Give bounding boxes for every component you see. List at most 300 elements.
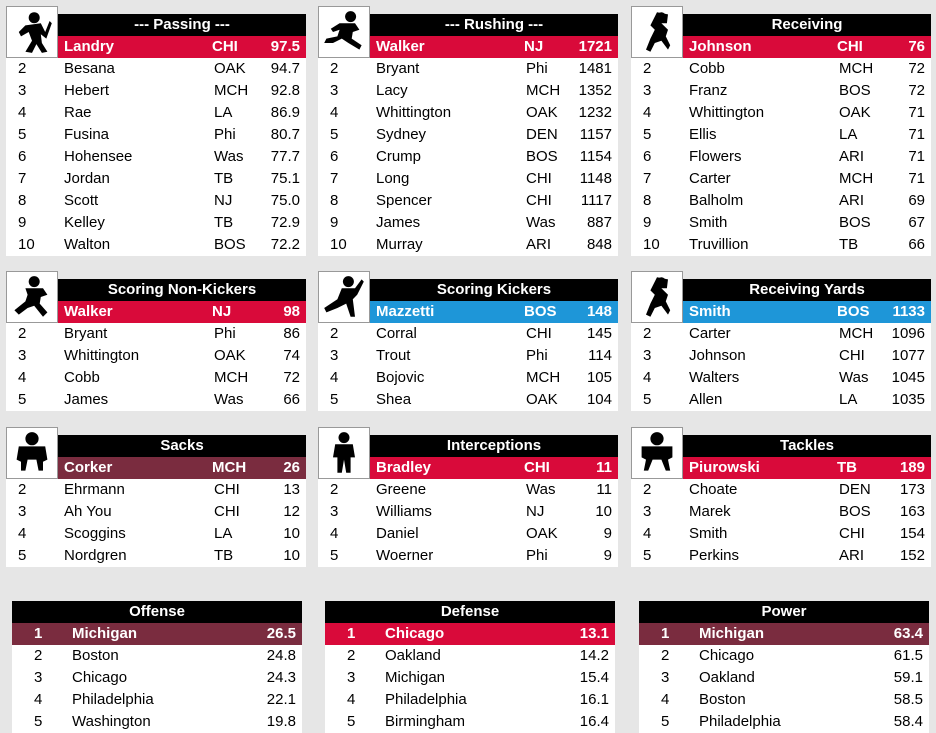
- player-name: Kelley: [64, 214, 105, 231]
- tackles-panel: [631, 427, 931, 567]
- stat-value: 80.7: [270, 126, 300, 143]
- team: LA: [839, 391, 858, 408]
- team: NJ: [526, 503, 545, 520]
- stat-value: 72.2: [270, 236, 300, 253]
- receiving-yards-leader[interactable]: [683, 301, 931, 323]
- rank: 7: [643, 170, 652, 187]
- scoring-kickers-title: Scoring Kickers: [370, 279, 618, 301]
- player-name: Trout: [376, 347, 411, 364]
- player-name: Whittington: [376, 104, 452, 121]
- runner-icon: [6, 271, 58, 323]
- rushing-list: [318, 58, 618, 256]
- receiving-yards-list: [631, 323, 931, 411]
- interceptions-list: [318, 479, 618, 567]
- player-name: Hebert: [64, 82, 110, 99]
- team-name: Chicago: [699, 647, 755, 664]
- table-row[interactable]: [318, 367, 618, 389]
- scoring-non-kickers-title: Scoring Non-Kickers: [58, 279, 306, 301]
- table-row[interactable]: [318, 190, 618, 212]
- player-name: Long: [376, 170, 410, 187]
- rank: 4: [330, 525, 339, 542]
- team-name: Chicago: [72, 669, 128, 686]
- table-row[interactable]: [6, 80, 306, 102]
- stat-value: 58.5: [893, 691, 923, 708]
- scoring-kickers-panel: [318, 271, 618, 411]
- table-row[interactable]: [6, 345, 306, 367]
- leader-team: BOS: [524, 303, 557, 320]
- table-row[interactable]: [639, 667, 929, 689]
- table-row[interactable]: [318, 389, 618, 411]
- team: CHI: [526, 170, 552, 187]
- rank: 4: [661, 691, 670, 708]
- offense-panel: [12, 601, 302, 733]
- table-row[interactable]: [12, 623, 302, 645]
- stat-value: 26.5: [266, 625, 296, 642]
- stat-value: 12: [283, 503, 300, 520]
- rushing-leader[interactable]: [370, 36, 618, 58]
- team-name: Boston: [72, 647, 119, 664]
- receiver-icon: [631, 6, 683, 58]
- rank: 6: [330, 148, 339, 165]
- rank: 10: [18, 236, 35, 253]
- team: OAK: [214, 60, 246, 77]
- leader-name: Johnson: [689, 38, 752, 55]
- stat-value: 13.1: [579, 625, 609, 642]
- lineman-icon: [6, 427, 58, 479]
- rank: 5: [18, 547, 27, 564]
- table-row[interactable]: [631, 367, 931, 389]
- player-name: Rae: [64, 104, 92, 121]
- table-row[interactable]: [6, 545, 306, 567]
- runner-icon: [318, 6, 370, 58]
- player-name: Bryant: [376, 60, 420, 77]
- stat-value: 10: [283, 547, 300, 564]
- stat-value: 14.2: [579, 647, 609, 664]
- player-name: Choate: [689, 481, 738, 498]
- team: Phi: [214, 325, 236, 342]
- team: BOS: [839, 82, 871, 99]
- team-name: Michigan: [385, 669, 446, 686]
- rank: 4: [347, 691, 356, 708]
- player-name: Whittington: [689, 104, 765, 121]
- stat-value: 86: [283, 325, 300, 342]
- rank: 5: [18, 126, 27, 143]
- stat-value: 94.7: [270, 60, 300, 77]
- table-row[interactable]: [325, 711, 615, 733]
- rank: 4: [18, 104, 27, 121]
- table-row[interactable]: [318, 234, 618, 256]
- table-row[interactable]: [631, 212, 931, 234]
- stat-value: 66: [908, 236, 925, 253]
- rank: 4: [34, 691, 43, 708]
- table-row[interactable]: [6, 501, 306, 523]
- team: TB: [839, 236, 859, 253]
- defensive-back-icon: [318, 427, 370, 479]
- stat-value: 16.1: [579, 691, 609, 708]
- sacks-title: Sacks: [58, 435, 306, 457]
- player-name: Murray: [376, 236, 423, 253]
- rank: 5: [661, 713, 670, 730]
- scoring-kickers-list: [318, 323, 618, 411]
- team: TB: [214, 170, 234, 187]
- interceptions-leader[interactable]: [370, 457, 618, 479]
- rank: 4: [18, 369, 27, 386]
- rank: 2: [643, 481, 652, 498]
- player-name: Corral: [376, 325, 417, 342]
- passing-leader[interactable]: [58, 36, 306, 58]
- team: OAK: [526, 391, 558, 408]
- tackles-title: Tackles: [683, 435, 931, 457]
- passing-title: --- Passing ---: [58, 14, 306, 36]
- team: Was: [526, 481, 556, 498]
- table-row[interactable]: [6, 58, 306, 80]
- stat-value: 72: [908, 60, 925, 77]
- team: ARI: [839, 148, 865, 165]
- receiving-yards-title: Receiving Yards: [683, 279, 931, 301]
- table-row[interactable]: [318, 212, 618, 234]
- table-row[interactable]: [325, 645, 615, 667]
- player-name: Williams: [376, 503, 432, 520]
- stat-value: 72: [908, 82, 925, 99]
- table-row[interactable]: [12, 689, 302, 711]
- table-row[interactable]: [631, 389, 931, 411]
- rushing-title: --- Rushing ---: [370, 14, 618, 36]
- table-row[interactable]: [639, 689, 929, 711]
- stat-value: 1232: [578, 104, 612, 121]
- stat-value: 1077: [891, 347, 925, 364]
- table-row[interactable]: [631, 501, 931, 523]
- stat-value: 69: [908, 192, 925, 209]
- scoring-non-kickers-leader[interactable]: [58, 301, 306, 323]
- team: DEN: [526, 126, 558, 143]
- table-row[interactable]: [631, 190, 931, 212]
- table-row[interactable]: [631, 479, 931, 501]
- tackles-leader[interactable]: [683, 457, 931, 479]
- table-row[interactable]: [639, 623, 929, 645]
- table-row[interactable]: [318, 545, 618, 567]
- table-row[interactable]: [318, 168, 618, 190]
- scoring-kickers-leader[interactable]: [370, 301, 618, 323]
- team: Phi: [214, 126, 236, 143]
- stat-value: 71: [908, 148, 925, 165]
- table-row[interactable]: [6, 212, 306, 234]
- team: Phi: [526, 60, 548, 77]
- rank: 8: [18, 192, 27, 209]
- stat-value: 66: [283, 391, 300, 408]
- table-row[interactable]: [631, 80, 931, 102]
- team: Was: [214, 391, 244, 408]
- player-name: Truvillion: [689, 236, 749, 253]
- rank: 3: [643, 503, 652, 520]
- table-row[interactable]: [318, 146, 618, 168]
- team-name: Michigan: [72, 625, 138, 642]
- table-row[interactable]: [318, 345, 618, 367]
- table-row[interactable]: [318, 102, 618, 124]
- table-row[interactable]: [12, 645, 302, 667]
- stat-value: 11: [596, 481, 612, 498]
- table-row[interactable]: [325, 667, 615, 689]
- stat-value: 16.4: [579, 713, 609, 730]
- team: ARI: [839, 547, 865, 564]
- team: Phi: [526, 547, 548, 564]
- leader-name: Piurowski: [689, 459, 760, 476]
- table-row[interactable]: [631, 124, 931, 146]
- table-row[interactable]: [631, 523, 931, 545]
- quarterback-icon: [6, 6, 58, 58]
- stat-value: 19.8: [266, 713, 296, 730]
- rank: 3: [330, 347, 339, 364]
- team: Was: [214, 148, 244, 165]
- leader-value: 148: [586, 303, 612, 320]
- table-row[interactable]: [639, 645, 929, 667]
- player-name: Bojovic: [376, 369, 425, 386]
- stat-value: 59.1: [893, 669, 923, 686]
- team-name: Philadelphia: [699, 713, 781, 730]
- receiving-yards-panel: [631, 271, 931, 411]
- team: OAK: [526, 525, 558, 542]
- player-name: Scott: [64, 192, 99, 209]
- player-name: Carter: [689, 325, 731, 342]
- stat-value: 58.4: [893, 713, 923, 730]
- receiving-panel: [631, 6, 931, 256]
- player-name: Greene: [376, 481, 427, 498]
- sacks-leader[interactable]: [58, 457, 306, 479]
- player-name: Lacy: [376, 82, 408, 99]
- stat-value: 10: [595, 503, 612, 520]
- team-name: Philadelphia: [385, 691, 467, 708]
- leader-name: Smith: [689, 303, 731, 320]
- rank: 9: [643, 214, 652, 231]
- rank: 4: [330, 104, 339, 121]
- rank: 4: [643, 369, 652, 386]
- table-row[interactable]: [639, 711, 929, 733]
- table-row[interactable]: [6, 124, 306, 146]
- team: OAK: [839, 104, 871, 121]
- rank: 5: [643, 547, 652, 564]
- leader-team: BOS: [837, 303, 870, 320]
- team: CHI: [526, 325, 552, 342]
- team: LA: [839, 126, 858, 143]
- rank: 5: [643, 126, 652, 143]
- table-row[interactable]: [325, 623, 615, 645]
- stat-value: 1352: [578, 82, 612, 99]
- rank: 7: [18, 170, 27, 187]
- table-row[interactable]: [631, 345, 931, 367]
- leader-team: CHI: [837, 38, 863, 55]
- receiving-title: Receiving: [683, 14, 931, 36]
- team: MCH: [214, 369, 249, 386]
- player-name: Ehrmann: [64, 481, 125, 498]
- sacks-list: [6, 479, 306, 567]
- rank: 4: [643, 104, 652, 121]
- player-name: Ellis: [689, 126, 717, 143]
- interceptions-title: Interceptions: [370, 435, 618, 457]
- player-name: Walton: [64, 236, 111, 253]
- player-name: Johnson: [689, 347, 746, 364]
- rank: 2: [347, 647, 356, 664]
- rank: 2: [330, 325, 339, 342]
- rank: 3: [643, 82, 652, 99]
- table-row[interactable]: [12, 667, 302, 689]
- sacks-panel: [6, 427, 306, 567]
- rank: 8: [330, 192, 339, 209]
- table-row[interactable]: [6, 523, 306, 545]
- rank: 2: [34, 647, 43, 664]
- leader-name: Walker: [64, 303, 113, 320]
- stat-value: 72: [283, 369, 300, 386]
- player-name: Perkins: [689, 547, 740, 564]
- rank: 2: [18, 481, 27, 498]
- table-row[interactable]: [318, 323, 618, 345]
- stat-value: 61.5: [893, 647, 923, 664]
- team: CHI: [526, 192, 552, 209]
- team: LA: [214, 104, 233, 121]
- rank: 5: [34, 713, 43, 730]
- rank: 1: [34, 625, 43, 642]
- table-row[interactable]: [6, 479, 306, 501]
- leader-value: 11: [596, 459, 612, 476]
- stat-value: 92.8: [270, 82, 300, 99]
- stat-value: 67: [908, 214, 925, 231]
- team: BOS: [526, 148, 558, 165]
- table-row[interactable]: [318, 501, 618, 523]
- team: ARI: [839, 192, 865, 209]
- team: Was: [526, 214, 556, 231]
- rank: 1: [661, 625, 670, 642]
- leader-team: NJ: [212, 303, 232, 320]
- team: BOS: [839, 503, 871, 520]
- kicker-icon: [318, 271, 370, 323]
- team: TB: [214, 547, 234, 564]
- team-name: Boston: [699, 691, 746, 708]
- stat-value: 71: [908, 170, 925, 187]
- table-row[interactable]: [6, 234, 306, 256]
- rank: 3: [18, 82, 27, 99]
- stat-value: 75.0: [270, 192, 300, 209]
- team: MCH: [526, 369, 561, 386]
- table-row[interactable]: [12, 711, 302, 733]
- rank: 2: [661, 647, 670, 664]
- defense-list: [325, 623, 615, 733]
- rank: 3: [330, 503, 339, 520]
- leader-team: TB: [837, 459, 857, 476]
- stat-value: 71: [908, 126, 925, 143]
- team: ARI: [526, 236, 552, 253]
- team: NJ: [214, 192, 233, 209]
- table-row[interactable]: [325, 689, 615, 711]
- team-name: Philadelphia: [72, 691, 154, 708]
- stat-value: 1481: [578, 60, 612, 77]
- team: TB: [214, 214, 234, 231]
- player-name: Walters: [689, 369, 740, 386]
- leader-team: CHI: [524, 459, 550, 476]
- leader-value: 26: [283, 459, 300, 476]
- table-row[interactable]: [318, 58, 618, 80]
- rushing-panel: [318, 6, 618, 256]
- linebacker-icon: [631, 427, 683, 479]
- rank: 2: [643, 325, 652, 342]
- stat-value: 24.8: [266, 647, 296, 664]
- table-row[interactable]: [318, 124, 618, 146]
- team: BOS: [214, 236, 246, 253]
- table-row[interactable]: [318, 80, 618, 102]
- stat-value: 105: [586, 369, 612, 386]
- tackles-list: [631, 479, 931, 567]
- stat-value: 152: [899, 547, 925, 564]
- player-name: Sydney: [376, 126, 427, 143]
- table-row[interactable]: [631, 545, 931, 567]
- rank: 3: [643, 347, 652, 364]
- rank: 3: [330, 82, 339, 99]
- rank: 6: [18, 148, 27, 165]
- table-row[interactable]: [318, 523, 618, 545]
- stat-value: 72.9: [270, 214, 300, 231]
- team-name: Oakland: [699, 669, 755, 686]
- rank: 8: [643, 192, 652, 209]
- stat-value: 9: [603, 547, 612, 564]
- offense-title: Offense: [12, 601, 302, 623]
- team: DEN: [839, 481, 871, 498]
- table-row[interactable]: [6, 367, 306, 389]
- power-panel: [639, 601, 929, 733]
- team: CHI: [214, 481, 240, 498]
- stat-value: 163: [899, 503, 925, 520]
- table-row[interactable]: [631, 168, 931, 190]
- player-name: Shea: [376, 391, 412, 408]
- table-row[interactable]: [631, 58, 931, 80]
- player-name: Carter: [689, 170, 731, 187]
- stat-value: 1096: [891, 325, 925, 342]
- table-row[interactable]: [6, 389, 306, 411]
- stat-value: 104: [586, 391, 612, 408]
- table-row[interactable]: [6, 102, 306, 124]
- rank: 10: [330, 236, 347, 253]
- table-row[interactable]: [6, 190, 306, 212]
- table-row[interactable]: [631, 102, 931, 124]
- player-name: Fusina: [64, 126, 110, 143]
- leader-name: Bradley: [376, 459, 432, 476]
- stat-value: 24.3: [266, 669, 296, 686]
- player-name: Allen: [689, 391, 723, 408]
- rank: 5: [347, 713, 356, 730]
- table-row[interactable]: [631, 323, 931, 345]
- stat-value: 15.4: [579, 669, 609, 686]
- stat-value: 887: [586, 214, 612, 231]
- stat-value: 1157: [579, 126, 612, 143]
- rank: 2: [330, 481, 339, 498]
- leader-team: NJ: [524, 38, 544, 55]
- leader-value: 76: [908, 38, 925, 55]
- leader-team: MCH: [212, 459, 247, 476]
- table-row[interactable]: [631, 146, 931, 168]
- player-name: Daniel: [376, 525, 419, 542]
- team: CHI: [214, 503, 240, 520]
- table-row[interactable]: [631, 234, 931, 256]
- receiving-leader[interactable]: [683, 36, 931, 58]
- table-row[interactable]: [318, 479, 618, 501]
- scoring-non-kickers-list: [6, 323, 306, 411]
- player-name: Smith: [689, 525, 728, 542]
- player-name: Woerner: [376, 547, 434, 564]
- leader-value: 1133: [892, 303, 925, 320]
- defense-panel: [325, 601, 615, 733]
- table-row[interactable]: [6, 323, 306, 345]
- table-row[interactable]: [6, 168, 306, 190]
- stat-value: 9: [603, 525, 612, 542]
- table-row[interactable]: [6, 146, 306, 168]
- rank: 4: [643, 525, 652, 542]
- player-name: Flowers: [689, 148, 742, 165]
